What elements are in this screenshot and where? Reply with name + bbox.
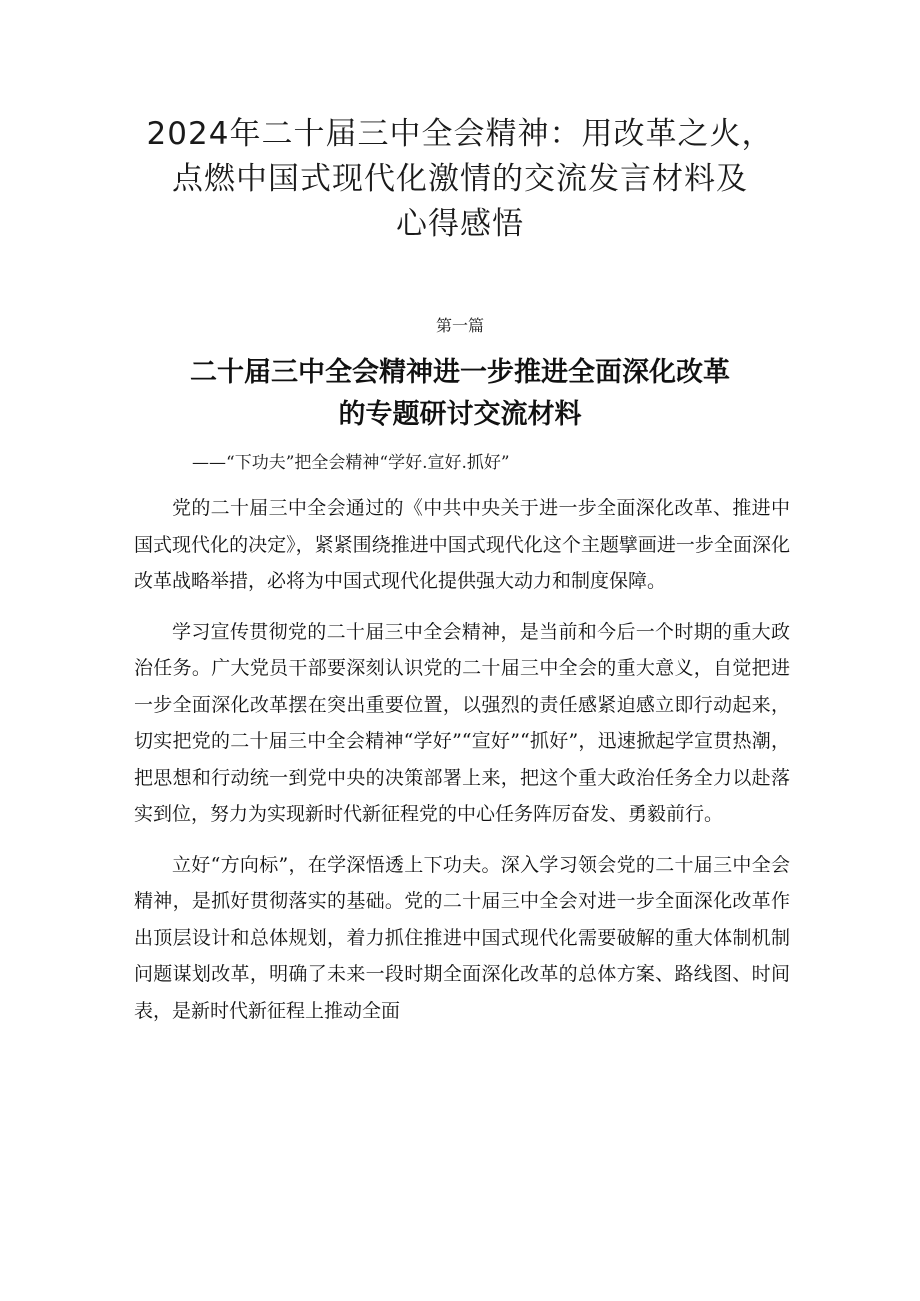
section-title-line: 的专题研讨交流材料 (338, 399, 582, 430)
document-title-line: 心得感悟 (396, 206, 524, 242)
document-title-line: 2024年二十届三中全会精神：用改革之火， (146, 116, 774, 152)
paragraph: 党的二十届三中全会通过的《中共中央关于进一步全面深化改革、推进中国式现代化的决定》，紧紧围绕推进中国式现代化这个主题擘画进一步全面深化改革战略举措，必将为中国式现代化提供强大动力和制度保障。 (134, 497, 790, 592)
paragraph: 立好“方向标”，在学深悟透上下功夫。深入学习领会党的二十届三中全会精神，是抓好贯彻落实的基础。党的二十届三中全会对进一步全面深化改革作出顶层设计和总体规划，着力抓住推进中国式现代化需要破解的重大体制机制问题谋划改革，明确了未来一段时期全面深化改革的总体方案、路线图、时间表，是新时代新征程上推动全面 (134, 853, 790, 1022)
body-text (134, 490, 790, 1043)
document-title-line: 点燃中国式现代化激情的交流发言材料及 (172, 161, 748, 197)
section-title (140, 352, 780, 436)
section-title-line: 二十届三中全会精神进一步推进全面深化改革 (190, 357, 730, 388)
section-byline: ——“下功夫”把全会精神“学好.宣好.抓好” (192, 453, 510, 473)
section-label: 第一篇 (435, 316, 484, 335)
paragraph: 学习宣传贯彻党的二十届三中全会精神，是当前和今后一个时期的重大政治任务。广大党员干部要深刻认识党的二十届三中全会的重大意义，自觉把进一步全面深化改革摆在突出重要位置，以强烈的责任感紧迫感立即行动起来，切实把党的二十届三中全会精神“学好”“宣好”“抓好”，迅速掀起学宣贯热潮，把思想和行动统一到党中央的决策部署上来，把这个重大政治任务全力以赴落实到位，努力为实现新时代新征程党的中心任务阵厉奋发、勇毅前行。 (134, 620, 790, 825)
document-title (120, 112, 800, 247)
